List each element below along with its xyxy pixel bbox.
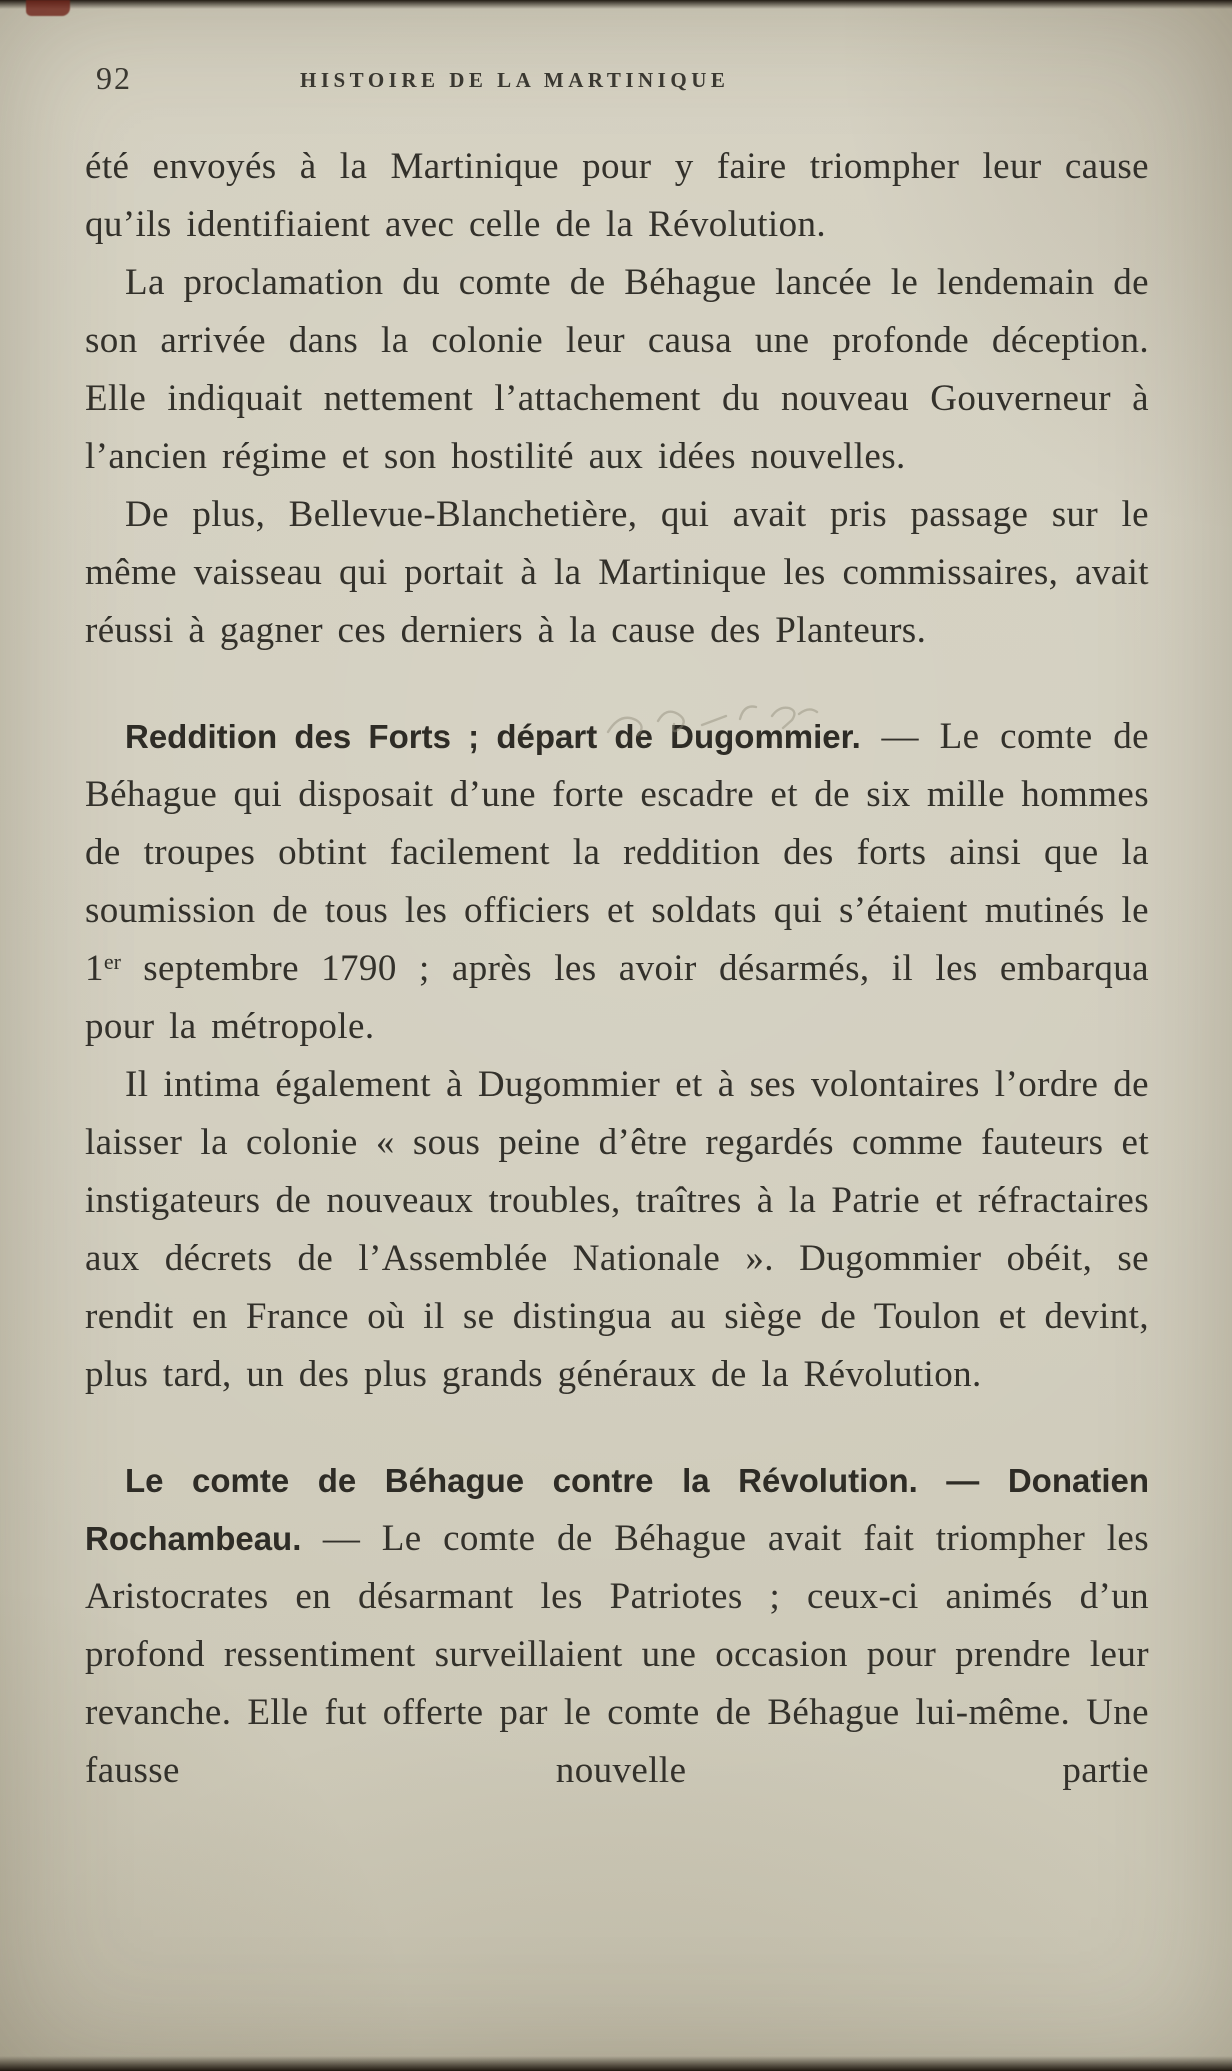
section-paragraph-reddition [85,708,1149,1056]
section-heading: Le comte de Béhague contre la Révolution. — Donatien Rochambeau. [85,1462,1149,1557]
section-body-text: Le comte de Béhague qui disposait d’une forte escadre et de six mille hommes de troupes obtint facilement la reddition des forts ainsi que la soumission de tous les officiers et soldats qui s’étaient mutinés le 1 [85,716,1149,989]
scan-corner-stain [26,0,70,16]
section-paragraph-behague [85,1452,1149,1800]
heading-dash: — [301,1518,382,1559]
section-body-text: septembre 1790 ; après les avoir désarmés, il les embarqua pour la métropole. [85,948,1149,1047]
page-body [85,138,1149,1800]
section-body-text: Le comte de Béhague avait fait triompher les Aristocrates en désarmant les Patriotes ; ceux-ci animés d’un profond ressentiment surveillaient une occasion pour prendre leur revanche. Elle fut offerte par le comte de Béhague lui-même. Une fausse nouvelle partie [85,1518,1150,1791]
paragraph: Il intima également à Dugommier et à ses volontaires l’ordre de laisser la colonie « sous peine d’être regardés comme fauteurs et instigateurs de nouveaux troubles, traîtres à la Patrie et réfractaires aux décrets de l’Assemblée Nationale ». Dugommier obéit, se rendit en France où il se distingua au siège de Toulon et devint, plus tard, un des plus grands généraux de la Révolution. [85,1064,1149,1395]
heading-dash: — [860,716,940,757]
scan-edge-top [0,0,1232,9]
scan-edge-bottom [0,2056,1232,2071]
paragraph: De plus, Bellevue-Blanchetière, qui avait pris passage sur le même vaisseau qui portait à la Martinique les commissaires, avait réussi à gagner ces derniers à la cause des Planteurs. [85,494,1149,651]
ordinal-superscript: er [103,949,121,974]
page-number: 92 [96,60,132,96]
running-title: HISTOIRE DE LA MARTINIQUE [300,68,730,92]
pencil-annotation-mark [598,692,848,752]
running-head [0,60,1232,104]
paragraph-continuation: été envoyés à la Martinique pour y faire triompher leur cause qu’ils identifiaient avec celle de la Révolution. [85,146,1149,245]
paragraph: La proclamation du comte de Béhague lancée le lendemain de son arrivée dans la colonie leur causa une profonde déception. Elle indiquait nettement l’attachement du nouveau Gouverneur à l’ancien régime et son hostilité aux idées nouvelles. [85,262,1149,477]
section-heading: Reddition des Forts ; départ de Dugommier. [125,718,861,755]
